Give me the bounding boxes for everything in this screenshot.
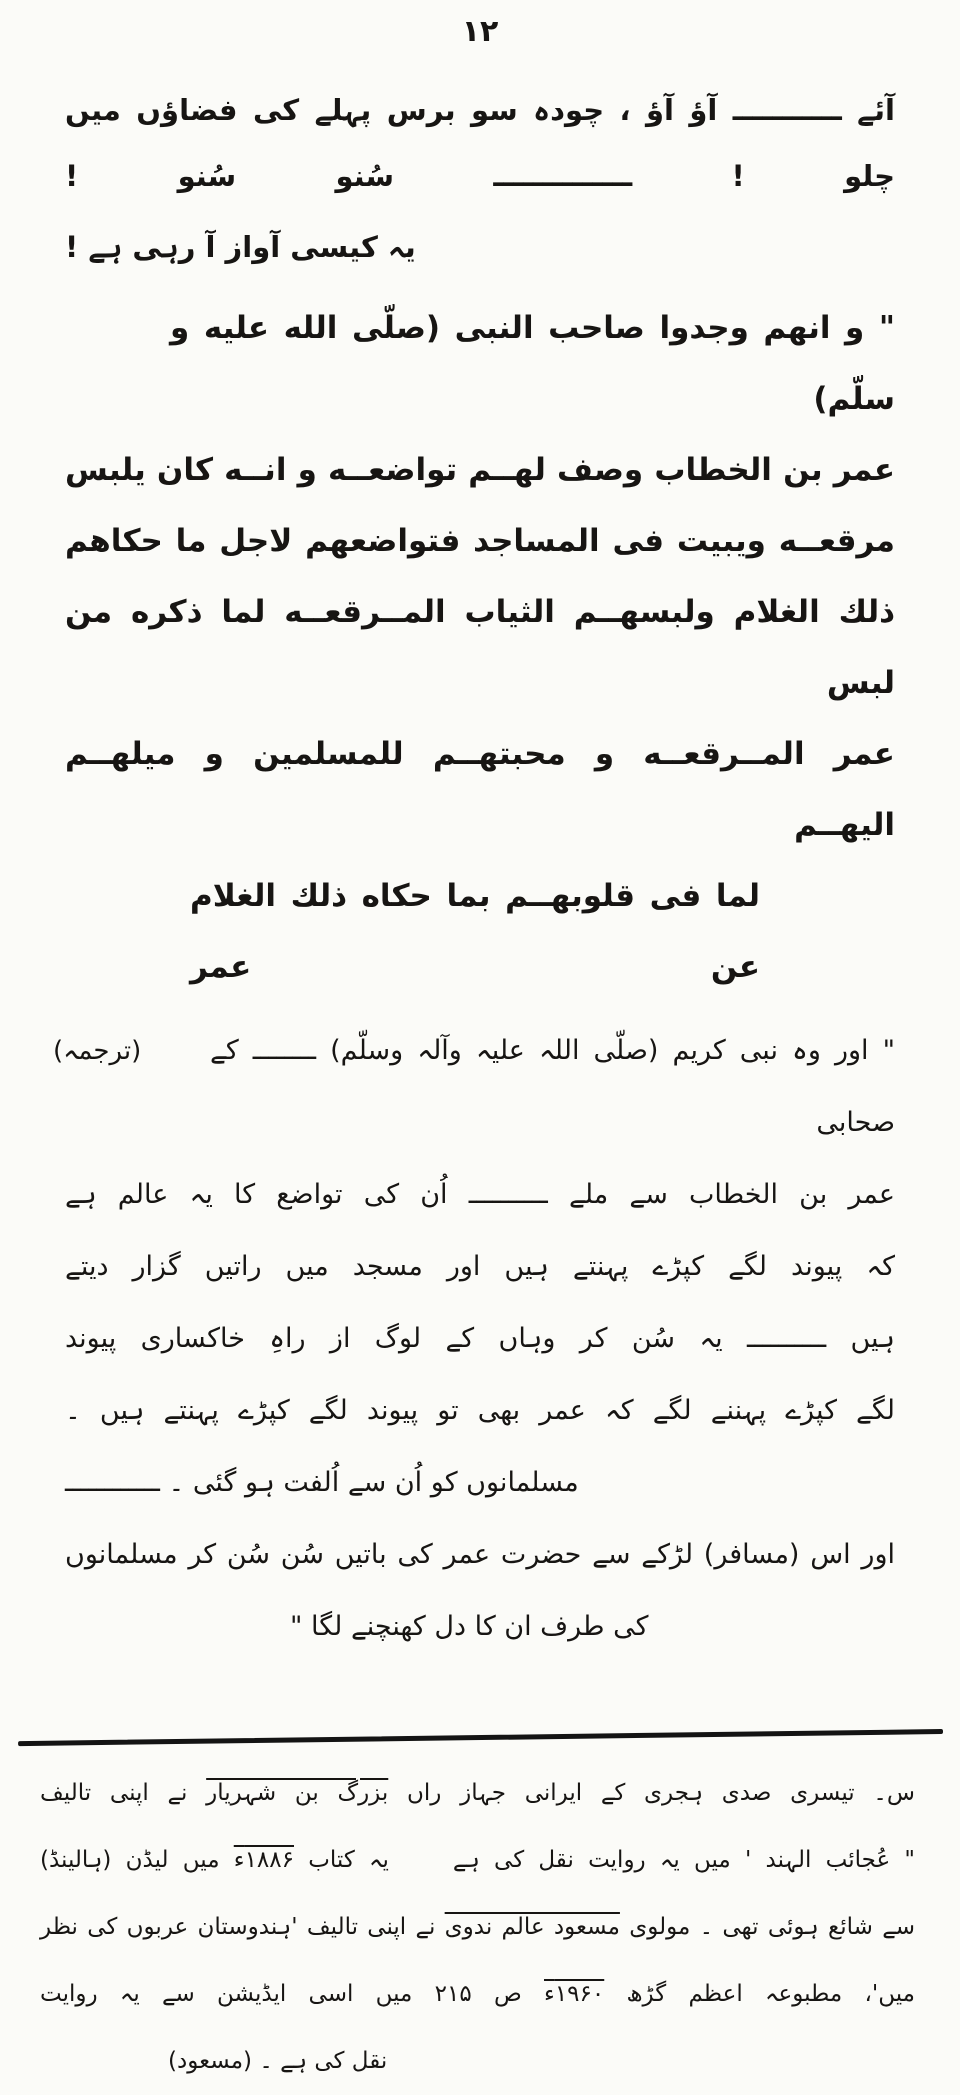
- translation-line: کہ پیوند لگے کپڑے پہنتے ہیں اور مسجد میں راتیں گزار دیتے: [65, 1251, 895, 1282]
- footnote-line: [40, 1760, 915, 1827]
- arabic-quote-line: عمر المــرقعــه و محبتهــم للمسلمين و ميلهــم اليهــم: [65, 736, 895, 843]
- arabic-quotation-block: [65, 293, 895, 1003]
- footnote-divider-rule: [18, 1729, 943, 1746]
- translation-line: مسلمانوں کو اُن سے اُلفت ہو گئی ۔ ــــــــــــ: [65, 1467, 579, 1498]
- translation-line: [53, 1015, 895, 1159]
- footnote-text: سے شائع ہوئی تھی ۔ مولوی: [619, 1914, 915, 1940]
- translation-line: لگے کپڑے پہننے لگے کہ عمر بھی تو پیوند لگے کپڑے پہنتے ہیں ۔: [65, 1395, 895, 1426]
- arabic-quote-line: ذلك الغلام ولبسهــم الثياب المــرقعــه لما ذكره من لبس: [65, 594, 895, 701]
- footnote-text: میں'، مطبوعہ اعظم گڑھ: [604, 1981, 915, 2007]
- footnote-text: نے اپنی تالیف 'ہندوستان عربوں کی نظر: [40, 1914, 445, 1940]
- translation-label: (ترجمہ): [53, 1036, 142, 1066]
- footnote-text: یہ کتاب: [294, 1847, 389, 1873]
- arabic-quote-line: " و انهم وجدوا صاحب النبی (صلّی الله علیه و سلّم): [170, 310, 895, 417]
- urdu-translation-block: [53, 1015, 895, 1663]
- translation-line: عمر بن الخطاب سے ملے ــــــــــ اُن کی تواضع کا یہ عالم ہے: [65, 1179, 895, 1210]
- overlined-author-name: بزرگ بن شہریار: [206, 1780, 389, 1806]
- footnote-line: [40, 1894, 915, 1961]
- overlined-author-name: مسعود عالم ندوی: [444, 1914, 620, 1940]
- footnote-text: نے اپنی تالیف: [40, 1780, 207, 1806]
- footnote-text: س۔ تیسری صدی ہجری کے ایرانی جہاز راں: [388, 1780, 915, 1806]
- intro-line-2: یہ کیسی آواز آ رہی ہے !: [65, 230, 416, 264]
- footnote-line: [40, 1827, 915, 1894]
- arabic-quote-line: لما فی قلوبهــم بما حكاه ذلك الغلام عن عمر: [190, 878, 760, 985]
- footnote-text: ص ۲۱۵ میں اسی ایڈیشن سے یہ روایت: [40, 1981, 544, 2007]
- page-number: ۱۲: [461, 14, 499, 49]
- footnote-text: میں لیڈن (ہالینڈ): [40, 1847, 234, 1873]
- footnote-line: نقل کی ہے ۔ (مسعود): [168, 2048, 388, 2074]
- translation-line: اور اس (مسافر) لڑکے سے حضرت عمر کی باتیں سُن سُن کر مسلمانوں: [65, 1539, 895, 1570]
- intro-line-1: آئے ـــــــــــ آؤ آؤ ، چودہ سو برس پہلے کی فضاؤں میں چلو ! ــــــــــــــ سُنو سُنو !: [65, 93, 895, 193]
- arabic-quote-line: مرقعــه ويبيت فی المساجد فتواضعهم لاجل ما حكاهم: [65, 523, 895, 559]
- arabic-quote-line: عمر بن الخطاب وصف لهــم تواضعــه و انــه كان يلبس: [65, 452, 895, 488]
- translation-line: کی طرف ان کا دل کھنچنے لگا ": [290, 1611, 649, 1642]
- footnote-line: [40, 1961, 915, 2028]
- publication-year: ۱۹۶۰ء: [544, 1981, 605, 2007]
- translation-line-text: " اور وہ نبی کریم (صلّی اللہ علیہ وآلہ وسلّم) ــــــــ کے صحابی: [210, 1035, 895, 1138]
- footnote-text: " عُجائب الہند ' میں یہ روایت نقل کی ہے: [452, 1847, 915, 1873]
- publication-year: ۱۸۸۶ء: [233, 1847, 294, 1873]
- footnote-block: [40, 1760, 915, 2095]
- translation-line: ہیں ــــــــــ یہ سُن کر وہاں کے لوگ از راہِ خاکساری پیوند: [65, 1323, 895, 1354]
